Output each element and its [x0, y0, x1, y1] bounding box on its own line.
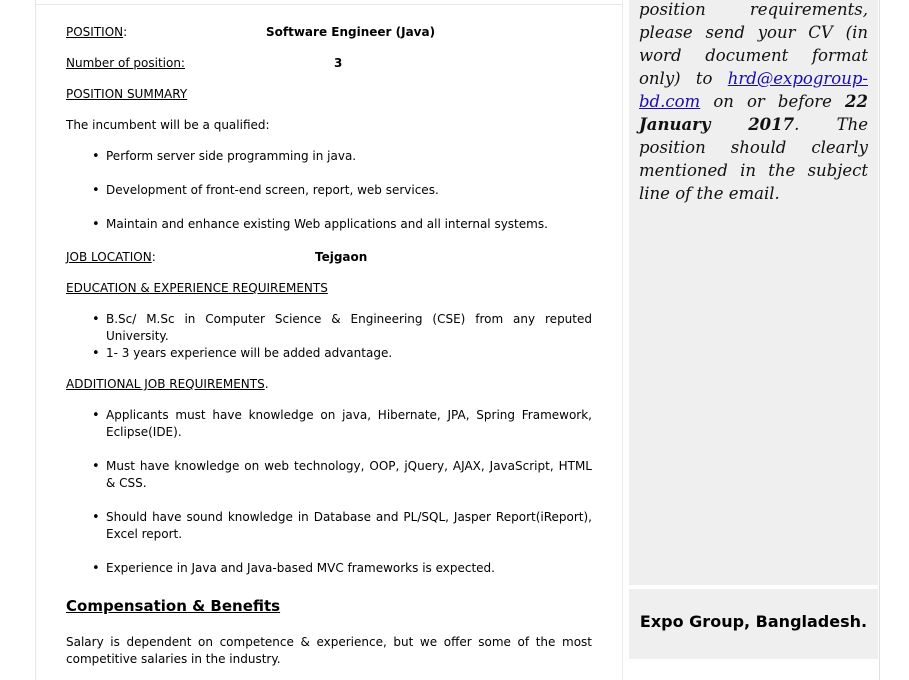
column-divider [622, 0, 623, 680]
salary-text: Salary is dependent on competence & experience, but we offer some of the most competitive salaries in the industry. [66, 635, 592, 666]
sidebar-right-border [879, 0, 880, 680]
compensation-heading: Compensation & Benefits [66, 597, 281, 615]
apply-text-1: position requirements, please send your CV (in word document format only) to [639, 0, 868, 88]
additional-item-3: • Should have sound knowledge in Database and PL/SQL, Jasper Report(iReport), Excel report. [106, 509, 592, 543]
additional-item-1: • Applicants must have knowledge on java, Hibernate, JPA, Spring Framework, Eclipse(IDE). [106, 407, 592, 441]
deadline-date: 22 January 2017 [639, 92, 868, 134]
education-item-2: • 1- 3 years experience will be added advantage. [106, 345, 592, 362]
num-positions-label: Number of position: [66, 56, 185, 70]
summary-item-3: • Maintain and enhance existing Web applications and all internal systems. [106, 216, 592, 233]
location-label: JOB LOCATION [66, 250, 152, 264]
summary-heading: POSITION SUMMARY [66, 87, 188, 101]
content-top-rule [36, 4, 622, 5]
company-name: Expo Group, Bangladesh. [639, 612, 868, 631]
position-label: POSITION [66, 25, 124, 39]
location-row: JOB LOCATION: [66, 250, 156, 264]
apply-text-2: on or before [713, 92, 832, 111]
additional-item-2: • Must have knowledge on web technology, OOP, jQuery, AJAX, JavaScript, HTML & CSS. [106, 458, 592, 492]
additional-item-4: • Experience in Java and Java-based MVC frameworks is expected. [106, 560, 592, 577]
position-row: POSITION: [66, 25, 128, 39]
summary-item-1: • Perform server side programming in java. [106, 148, 592, 165]
summary-intro: The incumbent will be a qualified: [66, 118, 270, 132]
education-heading: EDUCATION & EXPERIENCE REQUIREMENTS [66, 281, 328, 295]
apply-instructions [639, 0, 868, 205]
summary-item-2: • Development of front-end screen, report, web services. [106, 182, 592, 199]
num-positions-value: 3 [334, 56, 343, 70]
apply-text-3: . The position should clearly mentioned in the subject line of the email. [639, 115, 868, 203]
position-value: Software Engineer (Java) [266, 25, 436, 39]
education-item-1: • B.Sc/ M.Sc in Computer Science & Engineering (CSE) from any reputed University. [106, 311, 592, 345]
email-link[interactable]: hrd@expogroup-bd.com [639, 69, 869, 111]
location-value: Tejgaon [315, 250, 368, 264]
additional-row: ADDITIONAL JOB REQUIREMENTS. [66, 377, 269, 391]
content-left-border [35, 0, 36, 680]
additional-heading: ADDITIONAL JOB REQUIREMENTS [66, 377, 265, 391]
